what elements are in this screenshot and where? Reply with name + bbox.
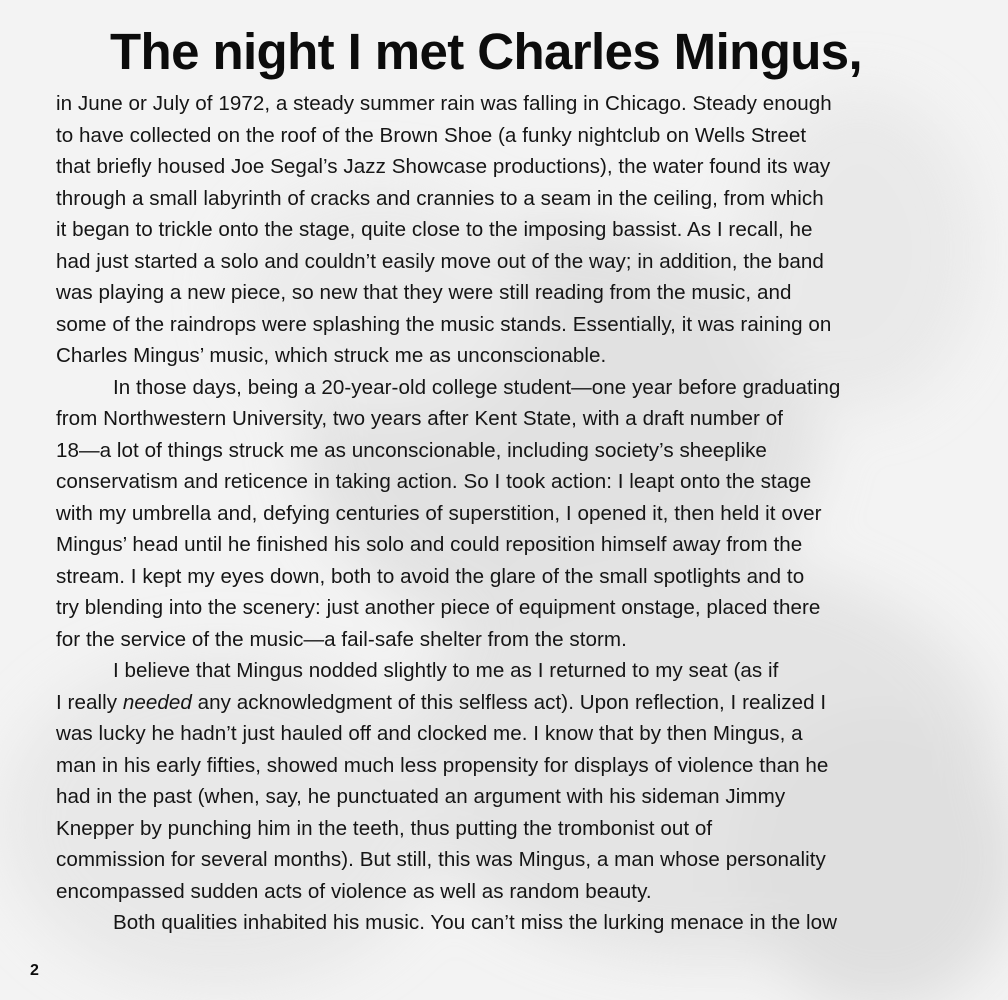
page-number: 2 [30, 962, 39, 979]
text-line [56, 88, 976, 120]
text-line [56, 435, 976, 467]
paragraph [56, 372, 976, 656]
text-line [56, 624, 976, 656]
text-span: Charles Mingus’ music, which struck me as unconscionable. [56, 344, 607, 367]
text-span: In those days, being a 20-year-old college student—one year before graduating [113, 375, 841, 399]
text-line [56, 876, 976, 908]
text-span: to have collected on the roof of the Brown Shoe (a funky nightclub on Wells Street [56, 123, 807, 147]
text-line [56, 813, 976, 845]
text-line [56, 718, 976, 750]
text-span: through a small labyrinth of cracks and crannies to a seam in the ceiling, from which [56, 186, 824, 210]
text-line [56, 277, 976, 309]
paragraph [56, 907, 976, 939]
text-span: I believe that Mingus nodded slightly to me as I returned to my seat (as if [113, 659, 779, 682]
text-span: from Northwestern University, two years after Kent State, with a draft number of [56, 407, 783, 430]
text-line [56, 403, 976, 435]
headline: The night I met Charles Mingus, [110, 23, 863, 80]
text-span: commission for several months). But still, this was Mingus, a man whose personality [56, 848, 826, 871]
text-span: Both qualities inhabited his music. You can’t miss the lurking menace in the low [113, 911, 838, 934]
text-span: any acknowledgment of this selfless act). Upon reflection, I realized I [191, 690, 827, 714]
text-line [56, 372, 976, 404]
article-body [56, 88, 976, 939]
text-span: Mingus’ head until he finished his solo and could reposition himself away from the [56, 533, 803, 556]
text-line [56, 151, 976, 183]
text-span: stream. I kept my eyes down, both to avoid the glare of the small spotlights and to [56, 564, 805, 588]
text-span: I really [56, 690, 123, 714]
text-span: with my umbrella and, defying centuries of superstition, I opened it, then held it over [56, 501, 822, 525]
text-line [56, 309, 976, 341]
text-line [56, 907, 976, 939]
paragraph [56, 655, 976, 907]
text-span: had just started a solo and couldn’t easily move out of the way; in addition, the band [56, 249, 824, 273]
text-line [56, 498, 976, 530]
text-line [56, 687, 976, 719]
text-span: in June or July of 1972, a steady summer rain was falling in Chicago. Steady enough [56, 92, 832, 115]
text-line [56, 844, 976, 876]
text-span: encompassed sudden acts of violence as well as random beauty. [56, 879, 652, 903]
text-line [56, 529, 976, 561]
text-span: was playing a new piece, so new that they were still reading from the music, and [56, 281, 792, 304]
text-line [56, 246, 976, 278]
text-span: man in his early fifties, showed much less propensity for displays of violence than he [56, 753, 829, 777]
text-span: had in the past (when, say, he punctuated an argument with his sideman Jimmy [56, 785, 786, 808]
text-line [56, 655, 976, 687]
text-line [56, 183, 976, 215]
text-span: that briefly housed Joe Segal’s Jazz Showcase productions), the water found its way [56, 155, 831, 178]
text-span: for the service of the music—a fail-safe shelter from the storm. [56, 627, 627, 651]
text-span: some of the raindrops were splashing the music stands. Essentially, it was raining on [56, 312, 832, 336]
text-line [56, 750, 976, 782]
text-span: try blending into the scenery: just another piece of equipment onstage, placed there [56, 596, 821, 619]
emphasis-text: needed [122, 690, 192, 714]
text-span: it began to trickle onto the stage, quite close to the imposing bassist. As I recall, he [56, 218, 813, 241]
text-line [56, 120, 976, 152]
text-span: 18—a lot of things struck me as unconscionable, including society’s sheeplike [56, 438, 767, 462]
text-line [56, 561, 976, 593]
text-span: Knepper by punching him in the teeth, thus putting the trombonist out of [56, 816, 713, 840]
text-line [56, 214, 976, 246]
paragraph [56, 88, 976, 372]
text-line [56, 592, 976, 624]
text-line [56, 340, 976, 372]
text-line [56, 781, 976, 813]
text-span: conservatism and reticence in taking action. So I took action: I leapt onto the stage [56, 470, 812, 493]
text-line [56, 466, 976, 498]
text-span: was lucky he hadn’t just hauled off and clocked me. I know that by then Mingus, a [56, 722, 803, 745]
